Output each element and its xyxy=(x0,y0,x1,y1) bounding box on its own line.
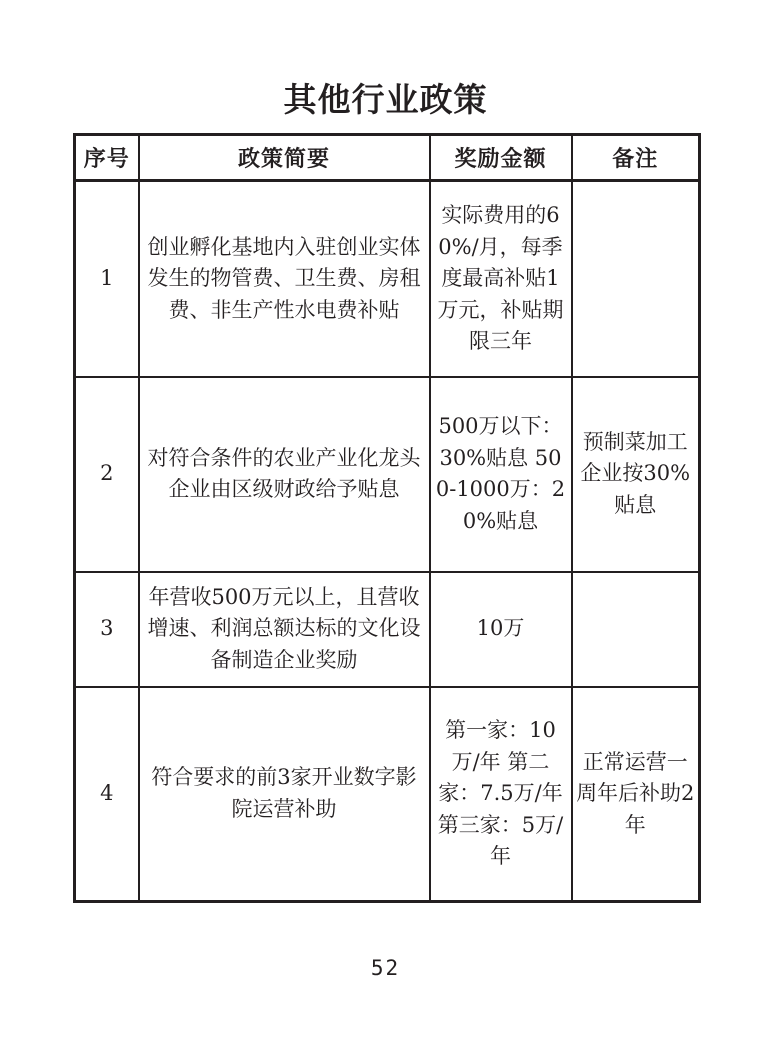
row-amount: 10万 xyxy=(430,572,572,687)
column-header-amount: 奖励金额 xyxy=(430,135,572,181)
row-note xyxy=(572,572,700,687)
row-note xyxy=(572,181,700,377)
table-row xyxy=(75,181,700,377)
row-note: 预制菜加工企业按30%贴息 xyxy=(572,377,700,572)
row-summary: 符合要求的前3家开业数字影院运营补助 xyxy=(139,687,430,902)
row-index: 3 xyxy=(75,572,139,687)
column-header-index: 序号 xyxy=(75,135,139,181)
row-index: 4 xyxy=(75,687,139,902)
row-summary: 创业孵化基地内入驻创业实体发生的物管费、卫生费、房租费、非生产性水电费补贴 xyxy=(139,181,430,377)
row-amount: 第一家：10万/年 第二家：7.5万/年 第三家：5万/年 xyxy=(430,687,572,902)
row-amount: 实际费用的60%/月，每季度最高补贴1万元，补贴期限三年 xyxy=(430,181,572,377)
table-header-row xyxy=(75,135,700,181)
row-summary: 对符合条件的农业产业化龙头企业由区级财政给予贴息 xyxy=(139,377,430,572)
table-row xyxy=(75,377,700,572)
row-index: 1 xyxy=(75,181,139,377)
table-row xyxy=(75,572,700,687)
row-note: 正常运营一周年后补助2年 xyxy=(572,687,700,902)
row-index: 2 xyxy=(75,377,139,572)
page-number: 52 xyxy=(370,956,401,980)
column-header-summary: 政策简要 xyxy=(139,135,430,181)
row-amount: 500万以下：30%贴息 500-1000万：20%贴息 xyxy=(430,377,572,572)
column-header-note: 备注 xyxy=(572,135,700,181)
table-row xyxy=(75,687,700,902)
policy-table xyxy=(73,133,701,903)
page-title: 其他行业政策 xyxy=(283,80,488,119)
row-summary: 年营收500万元以上，且营收增速、利润总额达标的文化设备制造企业奖励 xyxy=(139,572,430,687)
